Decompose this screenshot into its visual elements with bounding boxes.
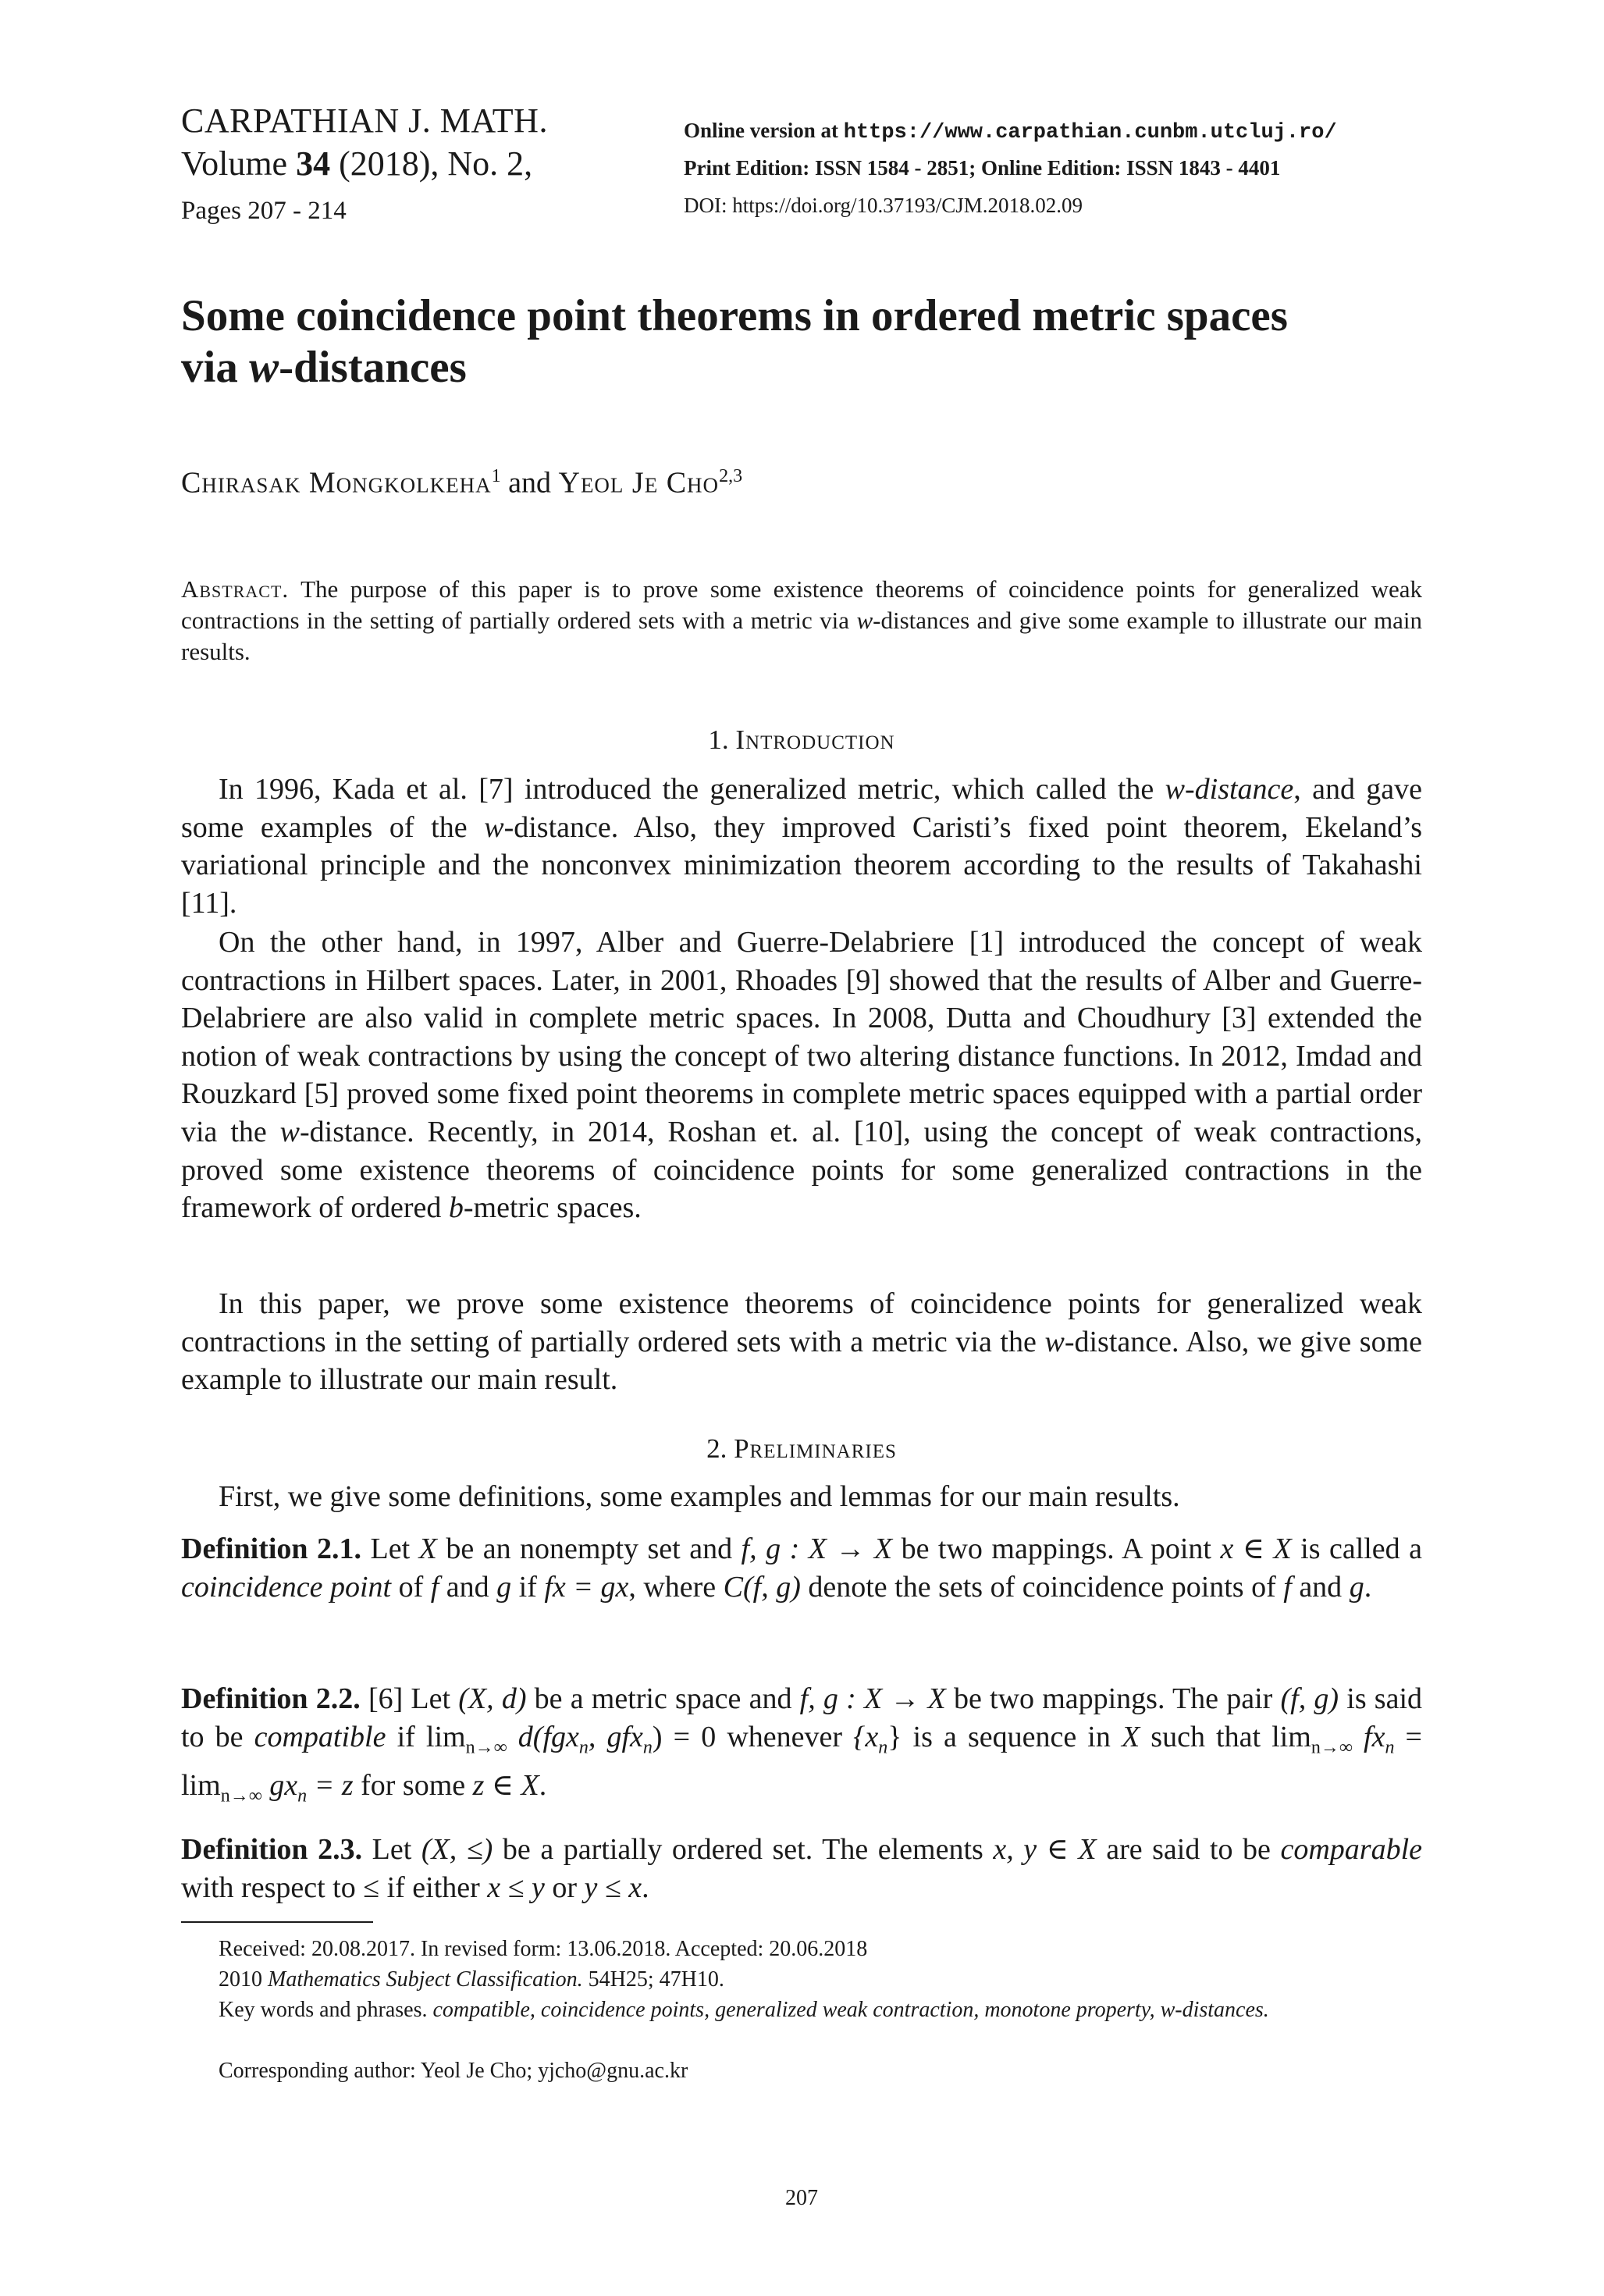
footnote-msc: 2010 Mathematics Subject Classification. 54H25; 47H10. xyxy=(219,1967,724,1992)
footnote-keywords: Key words and phrases. compatible, coincidence points, generalized weak contraction, monotone property, w-distances. xyxy=(219,1998,1269,2022)
intro-paragraph-1: In 1996, Kada et al. [7] introduced the generalized metric, which called the w-distance, and gave some examples of the w-distance. Also, they improved Caristi’s fixed point theorem, Ekeland’s variational principle and the nonconvex minimization theorem according to the results of Takahashi [11]. xyxy=(181,773,1423,920)
intro-paragraph-3: In this paper, we prove some existence theorems of coincidence points for generalized weak contractions in the setting of partially ordered sets with a metric via the w-distance. Also, we give some example to illustrate our main result. xyxy=(181,1287,1422,1397)
author-list: Chirasak Mongkolkeha$^1$ and Yeol Je Cho$^{2,3}$ xyxy=(181,466,743,500)
journal-volume: Volume 34 (2018), No. 2, xyxy=(181,144,533,183)
journal-url-link[interactable]: https://www.carpathian.cunbm.utcluj.ro/ xyxy=(843,121,1337,144)
definition-2-2: Definition 2.2. [6] Let (X, d) be a metric space and f, g : X → X be two mappings. The pair (f, g) is said to be compatible if $\lim_{n\to\infty} d(fgx_n$, gfx$_n$) = 0 whenever $\{x_n\}$ is a sequence in X such that $\lim_{n\to\infty} fx_n = \lim_{n\to\infty} gx_n = z$ for some z ∈ X. xyxy=(181,1682,1423,1807)
author-1: Chirasak Mongkolkeha xyxy=(181,466,492,500)
abstract-label: Abstract. xyxy=(181,575,290,603)
author-2: Yeol Je Cho xyxy=(558,466,720,500)
issn-line: Print Edition: ISSN 1584 - 2851; Online Edition: ISSN 1843 - 4401 xyxy=(684,156,1281,180)
publication-info xyxy=(684,112,1464,224)
paper-title: Some coincidence point theorems in ordered metric spaces via w-distances xyxy=(181,291,1288,392)
section-heading-preliminaries: 2. Preliminaries xyxy=(706,1433,897,1464)
intro-paragraph-2: On the other hand, in 1997, Alber and Guerre-Delabriere [1] introduced the concept of weak contractions in Hilbert spaces. Later, in 2001, Rhoades [9] showed that the results of Alber and Guerre-Delabriere are also valid in complete metric spaces. In 2008, Dutta and Choudhury [3] extended the notion of weak contractions by using the concept of two altering distance functions. In 2012, Imdad and Rouzkard [5] proved some fixed point theorems in complete metric spaces equipped with a partial order via the w-distance. Recently, in 2014, Roshan et. al. [10], using the concept of weak contractions, proved some existence theorems of coincidence points for some generalized contractions in the framework of ordered b-metric spaces. xyxy=(181,926,1422,1225)
doi-line[interactable]: DOI: https://doi.org/10.37193/CJM.2018.02.09 xyxy=(684,194,1083,217)
abstract: Abstract. The purpose of this paper is to prove some existence theorems of coincidence points for generalized weak contractions in the setting of partially ordered sets with a metric via w-distances and give some example to illustrate our main results. xyxy=(181,575,1423,665)
journal-pages: Pages 207 - 214 xyxy=(181,197,347,225)
online-version: Online version at https://www.carpathian.cunbm.utcluj.ro/ xyxy=(684,119,1337,144)
footnote-corresponding-author: Corresponding author: Yeol Je Cho; yjcho@gnu.ac.kr xyxy=(219,2059,688,2083)
footnote-divider xyxy=(181,1921,373,1923)
footnote-received: Received: 20.08.2017. In revised form: 13.06.2018. Accepted: 20.06.2018 xyxy=(219,1937,868,1961)
definition-label: Definition 2.1. xyxy=(181,1532,362,1565)
preliminaries-intro: First, we give some definitions, some examples and lemmas for our main results. xyxy=(219,1480,1180,1513)
definition-label: Definition 2.2. xyxy=(181,1682,361,1715)
page-number: 207 xyxy=(785,2186,818,2210)
section-heading-introduction: 1. Introduction xyxy=(708,724,895,755)
definition-2-3: Definition 2.3. Let (X, ≤) be a partially ordered set. The elements x, y ∈ X are said to be comparable with respect to ≤ if either x ≤ y or y ≤ x. xyxy=(181,1833,1422,1904)
journal-header xyxy=(181,100,618,231)
journal-name: CARPATHIAN J. MATH. xyxy=(181,101,548,140)
definition-2-1: Definition 2.1. Let X be an nonempty set and f, g : X → X be two mappings. A point x ∈ X is called a coincidence point of f and g if fx = gx, where C(f, g) denote the sets of coincidence points of f and g. xyxy=(181,1532,1423,1604)
definition-label: Definition 2.3. xyxy=(181,1833,363,1866)
